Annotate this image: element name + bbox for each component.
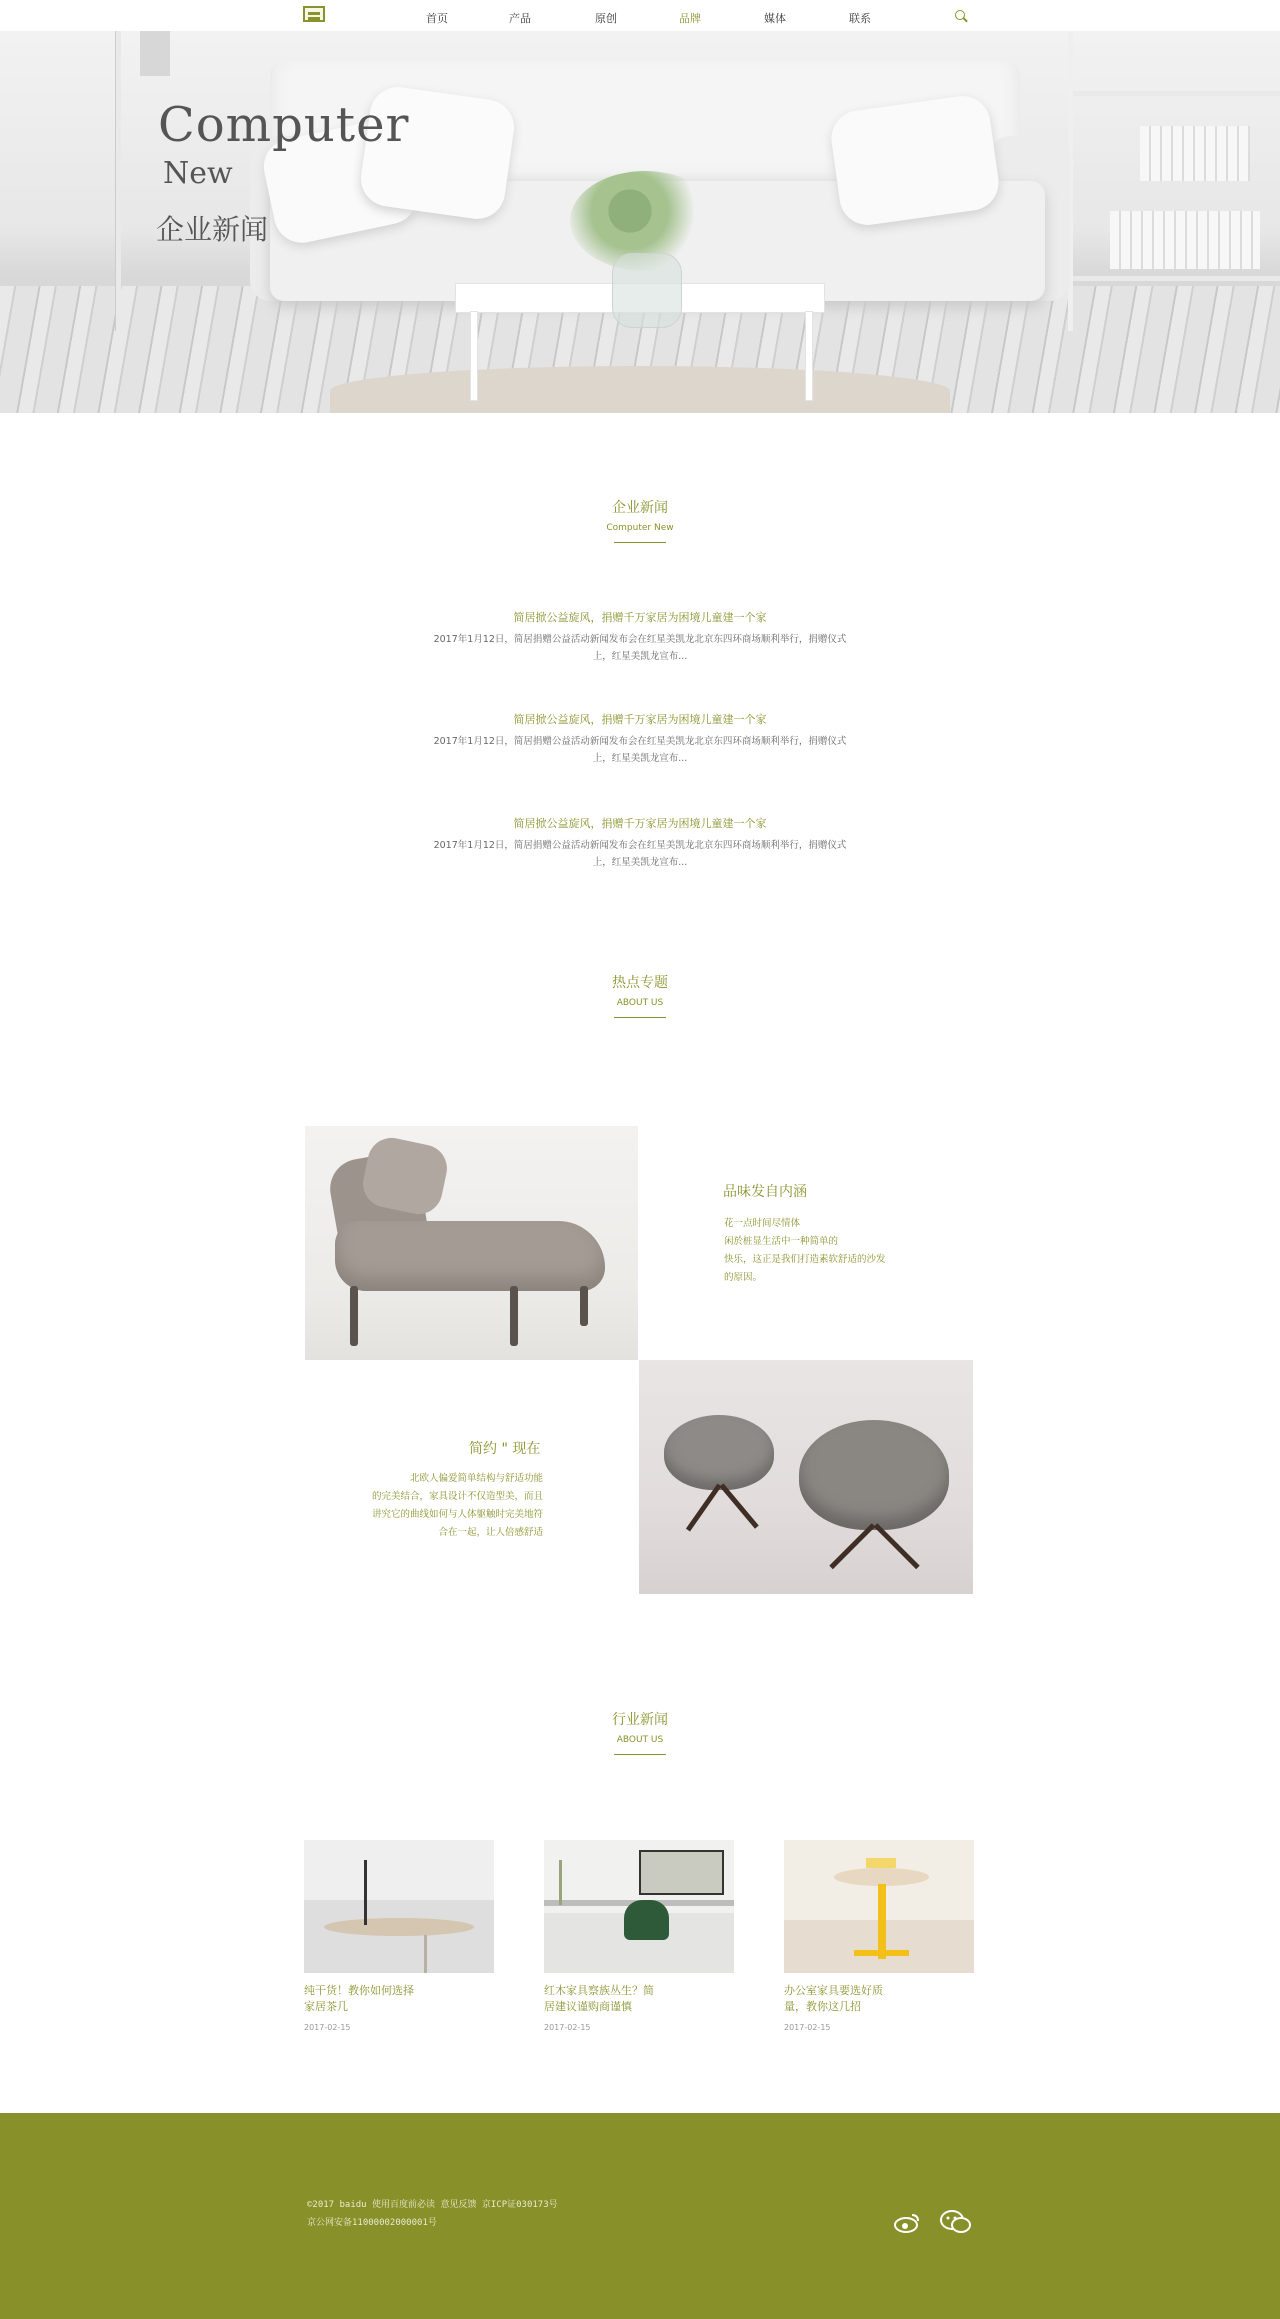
nav-item-brand[interactable]: 品牌	[679, 12, 701, 25]
hero-title: Computer	[158, 97, 410, 153]
chaise-leg	[580, 1286, 588, 1326]
news-text-line: 2017年1月12日，简居捐赠公益活动新闻发布会在红星美凯龙北京东四环商场顺利举行，捐赠仪式	[433, 840, 847, 851]
section-title: 热点专题	[612, 975, 668, 991]
hero-rug	[330, 366, 950, 413]
section-subtitle: ABOUT US	[616, 1735, 664, 1745]
hot-topic-line: 的原因。	[724, 1272, 763, 1283]
section-title: 企业新闻	[612, 500, 668, 516]
news-card-date: 2017-02-15	[304, 2023, 351, 2032]
hot-topic-text	[724, 1215, 886, 1287]
news-card[interactable]	[304, 1840, 494, 2032]
news-text-line: 2017年1月12日，简居捐赠公益活动新闻发布会在红星美凯龙北京东四环商场顺利举行，捐赠仪式	[433, 736, 847, 747]
section-underline	[614, 1754, 666, 1755]
hot-topic-line: 花一点时间尽情体	[724, 1218, 801, 1229]
hero-books	[1110, 211, 1260, 269]
footer	[0, 2113, 1280, 2319]
hero-books	[1140, 126, 1250, 181]
company-news-heading	[0, 497, 1280, 543]
hero-lamp	[115, 31, 121, 331]
hero-pillow	[828, 92, 1002, 228]
chair-shell	[664, 1415, 774, 1490]
desk-top	[324, 1918, 474, 1936]
chair-leg	[720, 1483, 759, 1528]
section-subtitle: Computer New	[606, 523, 674, 533]
news-card[interactable]	[544, 1840, 734, 2032]
nav-item-media[interactable]: 媒体	[764, 12, 786, 25]
hot-topic-line: 北欧人偏爱简单结构与舒适功能	[409, 1473, 543, 1484]
chaise-lounge-image[interactable]	[305, 1126, 638, 1360]
news-text-line: 上，红星美凯龙宣布...	[592, 857, 688, 868]
search-icon[interactable]	[955, 10, 965, 20]
hot-topic-line: 的完美结合，家具设计不仅造型美，而且	[371, 1491, 543, 1502]
desk-lamp	[364, 1860, 367, 1925]
news-title[interactable]: 简居掀公益旋风，捐赠千万家居为困境儿童建一个家	[513, 817, 767, 830]
hero-table-leg	[805, 311, 813, 401]
chair-leg	[874, 1523, 920, 1569]
nav-item-original[interactable]: 原创	[595, 12, 617, 25]
desk-leg	[424, 1935, 427, 1973]
chair-leg	[829, 1523, 875, 1569]
news-card-date: 2017-02-15	[544, 2023, 591, 2032]
news-title[interactable]: 简居掀公益旋风，捐赠千万家居为困境儿童建一个家	[513, 611, 767, 624]
weibo-icon[interactable]	[894, 2212, 921, 2233]
chair-shell	[799, 1420, 949, 1530]
hero-lamp	[140, 31, 170, 76]
chaise-seat	[335, 1221, 605, 1291]
news-card-date: 2017-02-15	[784, 2023, 831, 2032]
news-item[interactable]	[430, 609, 850, 665]
wall-picture	[639, 1850, 724, 1895]
footer-copyright[interactable]: ©2017 baidu 使用百度前必读 意见反馈 京ICP证030173号	[307, 2200, 558, 2210]
chaise-leg	[510, 1286, 518, 1346]
chair-leg	[686, 1484, 722, 1532]
hot-topics-heading	[0, 972, 1280, 1018]
hot-topic-text	[368, 1470, 543, 1542]
top-nav	[0, 0, 1280, 31]
section-underline	[614, 542, 666, 543]
books-on-table	[866, 1858, 896, 1868]
hot-topic-title: 简约 " 现在	[469, 1441, 541, 1457]
news-card-title[interactable]: 办公室家具要选好质量，教你这几招	[784, 1984, 883, 2013]
hot-topic-line: 闲於桩显生活中一种简单的	[724, 1236, 839, 1247]
floor-lamp	[559, 1860, 562, 1905]
news-card-image[interactable]	[304, 1840, 494, 1973]
industry-news-heading	[0, 1709, 1280, 1755]
wechat-icon[interactable]	[940, 2210, 972, 2235]
hero-cn-title: 企业新闻	[156, 213, 269, 246]
section-subtitle: ABOUT US	[616, 998, 664, 1008]
news-card[interactable]	[784, 1840, 974, 2032]
news-title[interactable]: 简居掀公益旋风，捐赠千万家居为困境儿童建一个家	[513, 713, 767, 726]
news-item[interactable]	[430, 711, 850, 767]
side-table-base	[854, 1950, 909, 1956]
hero-table-leg	[470, 311, 478, 401]
side-table-leg	[878, 1884, 886, 1959]
news-card-image[interactable]	[544, 1840, 734, 1973]
section-underline	[614, 1017, 666, 1018]
hero-shelf	[1068, 31, 1280, 331]
news-card-title[interactable]: 红木家具察族丛生？简居建议谨购商谨慎	[544, 1984, 654, 2013]
news-text	[430, 837, 850, 871]
hero-vase	[612, 253, 682, 328]
news-card-image[interactable]	[784, 1840, 974, 1973]
logo-icon[interactable]	[303, 6, 325, 22]
news-text	[430, 631, 850, 665]
lounge-chairs-image[interactable]	[639, 1360, 973, 1594]
news-item[interactable]	[430, 815, 850, 871]
nav-item-contact[interactable]: 联系	[849, 12, 871, 25]
news-text-line: 上，红星美凯龙宣布...	[592, 651, 688, 662]
hero-banner	[0, 31, 1280, 413]
news-card-title[interactable]: 纯干货！教你如何选择家居茶几	[304, 1984, 414, 2013]
news-text-line: 2017年1月12日，简居捐赠公益活动新闻发布会在红星美凯龙北京东四环商场顺利举行，捐赠仪式	[433, 634, 847, 645]
hot-topic-line: 合在一起，让人倍感舒适	[438, 1527, 543, 1538]
hot-topic-title: 品味发自内涵	[723, 1184, 807, 1200]
news-text	[430, 733, 850, 767]
green-chair	[624, 1900, 669, 1940]
chaise-leg	[350, 1286, 358, 1346]
hot-topic-line: 讲究它的曲线如何与人体躯触时完美地符	[371, 1509, 543, 1520]
nav-item-products[interactable]: 产品	[509, 12, 531, 25]
hero-subtitle: New	[163, 156, 233, 191]
hot-topic-line: 快乐，这正是我们打造素软舒适的沙发	[724, 1254, 886, 1265]
footer-license[interactable]: 京公网安备11000002000001号	[307, 2218, 437, 2228]
news-text-line: 上，红星美凯龙宣布...	[592, 753, 688, 764]
nav-item-home[interactable]: 首页	[426, 12, 448, 25]
section-title: 行业新闻	[612, 1712, 668, 1728]
